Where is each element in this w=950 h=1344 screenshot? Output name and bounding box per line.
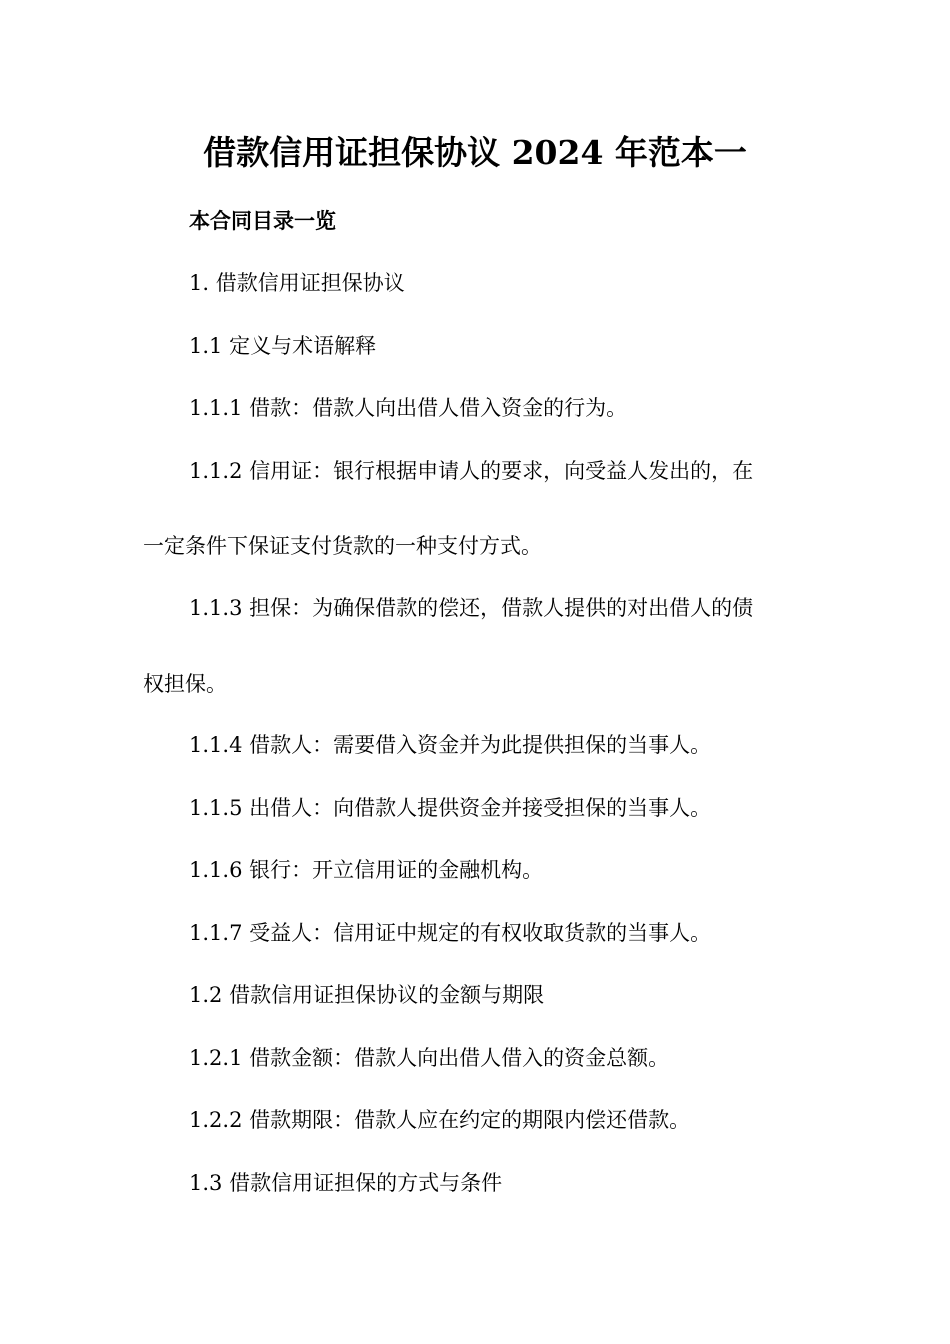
toc-line-continuation: 一定条件下保证支付货款的一种支付方式。 xyxy=(143,534,542,558)
toc-line: 1.1.2 信用证：银行根据申请人的要求，向受益人发出的，在 xyxy=(189,459,754,483)
toc-line: 1.1.4 借款人：需要借入资金并为此提供担保的当事人。 xyxy=(189,733,712,757)
toc-line: 1.1.1 借款：借款人向出借人借入资金的行为。 xyxy=(189,396,628,420)
toc-line: 1.2.1 借款金额：借款人向出借人借入的资金总额。 xyxy=(189,1046,670,1070)
toc-line: 1.1 定义与术语解释 xyxy=(189,334,377,358)
toc-line: 1.2 借款信用证担保协议的金额与期限 xyxy=(189,983,545,1007)
toc-line: 1.2.2 借款期限：借款人应在约定的期限内偿还借款。 xyxy=(189,1108,691,1132)
toc-heading: 本合同目录一览 xyxy=(189,208,336,233)
toc-line: 1.3 借款信用证担保的方式与条件 xyxy=(189,1171,503,1195)
toc-line: 1.1.3 担保：为确保借款的偿还，借款人提供的对出借人的债 xyxy=(189,596,754,620)
toc-line-continuation: 权担保。 xyxy=(143,672,227,696)
toc-line: 1.1.5 出借人：向借款人提供资金并接受担保的当事人。 xyxy=(189,796,712,820)
toc-line: 1.1.6 银行：开立信用证的金融机构。 xyxy=(189,858,544,882)
toc-line: 1.1.7 受益人：信用证中规定的有权收取货款的当事人。 xyxy=(189,921,712,945)
toc-line: 1. 借款信用证担保协议 xyxy=(189,271,405,295)
document-title: 借款信用证担保协议 2024 年范本一 xyxy=(203,133,747,172)
